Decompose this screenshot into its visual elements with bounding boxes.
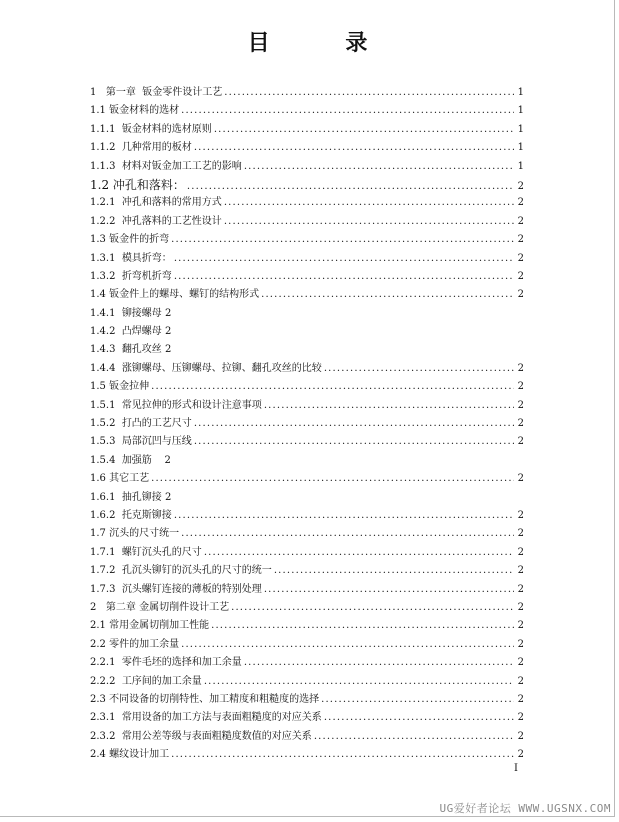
page-title: 目 录 [247, 31, 402, 56]
toc-dot-leader [174, 268, 514, 286]
toc-entry[interactable] [90, 489, 524, 507]
toc-entry[interactable] [90, 415, 524, 433]
toc-dot-leader [261, 286, 514, 304]
toc-entry[interactable] [90, 323, 524, 341]
toc-dot-leader [204, 544, 514, 562]
toc-entry[interactable] [90, 360, 524, 378]
toc-entry-page: 2 [517, 362, 524, 374]
toc-entry-number: 1.2.1 [90, 197, 122, 209]
toc-entry-page: 2 [517, 234, 524, 246]
toc-entry-page: 2 [517, 546, 524, 558]
toc-entry-number: 1.7 [90, 528, 110, 540]
toc-entry-page: 2 [517, 509, 524, 521]
page-border-right [614, 0, 615, 816]
toc-entry-number: 2.1 [90, 620, 110, 632]
toc-entry-number: 2.3 [90, 693, 110, 705]
toc-entry[interactable] [90, 286, 524, 304]
toc-entry-title: 钣金材料的选材 [109, 105, 180, 117]
toc-entry-number: 1.1.3 [90, 160, 122, 172]
toc-entry-title: 冲孔和落料： [112, 177, 185, 192]
toc-entry-page: 2 [517, 197, 524, 209]
toc-entry-number: 1.2 [90, 177, 113, 192]
toc-entry-title: 沉头螺钉连接的薄板的特别处理 [121, 583, 262, 595]
toc-entry-page: 2 [517, 289, 524, 301]
toc-entry[interactable] [90, 378, 524, 396]
toc-entry-page: 2 [517, 693, 524, 705]
toc-entry-page: 2 [517, 473, 524, 485]
toc-entry-title: 涨铆螺母、压铆螺母、拉铆、翻孔攻丝的比较 [121, 362, 322, 374]
toc-entry-number: 2 [90, 601, 106, 613]
toc-entry-page: 1 [517, 142, 524, 154]
toc-dot-leader [194, 433, 514, 451]
toc-entry-title: 常用公差等级与表面粗糙度数值的对应关系 [121, 730, 312, 742]
toc-entry-title: 冲孔和落料的常用方式 [121, 197, 222, 209]
toc-entry-number: 1.4.4 [90, 362, 122, 374]
toc-entry-title: 孔沉头铆钉的沉头孔的尺寸的统一 [121, 565, 272, 577]
toc-entry-page: 2 [517, 657, 524, 669]
toc-entry[interactable] [90, 139, 524, 157]
toc-entry-number: 2.2.2 [90, 675, 122, 687]
toc-entry[interactable] [90, 581, 524, 599]
toc-dot-leader [151, 378, 514, 396]
page-border-bottom [0, 816, 615, 817]
toc-entry-number: 1.4.1 [90, 307, 122, 319]
toc-dot-leader [321, 691, 514, 709]
toc-entry[interactable] [90, 562, 524, 580]
toc-entry[interactable] [90, 452, 524, 470]
toc-dot-leader [244, 158, 514, 176]
toc-entry-title: 常用金属切削加工性能 [109, 620, 210, 632]
toc-entry-page: 1 [517, 87, 524, 98]
toc-entry-title: 第二章 金属切削件设计工艺 [105, 601, 230, 613]
toc-entry[interactable] [90, 544, 524, 562]
toc-entry[interactable] [90, 231, 524, 249]
toc-entry-page: 2 [517, 675, 524, 687]
toc-entry[interactable] [90, 250, 524, 268]
toc-entry-number: 1.1.2 [90, 142, 122, 154]
watermark: UG爱好者论坛 WWW.UGSNX.COM [439, 802, 611, 815]
toc-entry-page: 2 [517, 436, 524, 448]
toc-entry-title: 局部沉凹与压线 [121, 436, 192, 448]
toc-entry[interactable] [90, 617, 524, 635]
toc-entry[interactable] [90, 746, 524, 764]
toc-dot-leader [224, 213, 514, 231]
toc-entry[interactable] [90, 213, 524, 231]
toc-entry-title: 沉头的尺寸统一 [109, 528, 180, 540]
toc-entry-number: 1.7.1 [90, 546, 122, 558]
toc-dot-leader [324, 360, 514, 378]
toc-dot-leader [324, 709, 514, 727]
toc-entry-number: 2.4 [90, 749, 110, 761]
toc-entry[interactable] [90, 84, 524, 102]
toc-entry-page: 2 [517, 712, 524, 724]
toc-entry-page: 2 [517, 730, 524, 742]
toc-entry[interactable] [90, 305, 524, 323]
toc-dot-leader [194, 415, 514, 433]
toc-entry-number: 1.2.2 [90, 215, 122, 227]
toc-dot-leader [181, 525, 514, 543]
toc-entry-number: 1.1 [90, 105, 110, 117]
toc-entry[interactable] [90, 102, 524, 120]
toc-entry-title: 零件毛坯的选择和加工余量 [121, 657, 242, 669]
toc-entry[interactable] [90, 194, 524, 212]
table-of-contents [90, 84, 524, 764]
toc-entry-number: 1.3 [90, 234, 110, 246]
toc-entry-page: 2 [517, 252, 524, 264]
toc-entry-title: 加强筋 2 [121, 454, 171, 466]
toc-entry-number: 1.7.2 [90, 565, 122, 577]
toc-entry[interactable] [90, 691, 524, 709]
toc-entry-title: 材料对钣金加工工艺的影响 [121, 160, 242, 172]
toc-dot-leader [194, 139, 514, 157]
toc-entry-page: 2 [517, 418, 524, 430]
toc-entry-number: 1.5.2 [90, 418, 122, 430]
toc-dot-leader [214, 121, 514, 139]
toc-entry-title: 常见拉伸的形式和设计注意事项 [121, 399, 262, 411]
toc-entry-title: 冲孔落料的工艺性设计 [121, 215, 222, 227]
toc-entry-page: 2 [517, 583, 524, 595]
toc-dot-leader [171, 231, 514, 249]
toc-entry-number: 1.5.4 [90, 454, 122, 466]
toc-entry-title: 第一章 钣金零件设计工艺 [105, 87, 223, 98]
toc-entry[interactable] [90, 709, 524, 727]
toc-entry-number: 1.5.1 [90, 399, 122, 411]
toc-entry[interactable] [90, 470, 524, 488]
toc-entry-page: 2 [517, 399, 524, 411]
toc-entry[interactable] [90, 121, 524, 139]
toc-entry[interactable] [90, 176, 524, 194]
toc-entry-title: 其它工艺 [109, 473, 150, 485]
toc-dot-leader [204, 673, 514, 691]
toc-entry-number: 1.4 [90, 289, 110, 301]
toc-entry[interactable] [90, 636, 524, 654]
toc-entry-page: 2 [517, 270, 524, 282]
toc-entry-number: 1.6.1 [90, 491, 122, 503]
toc-dot-leader [224, 84, 514, 102]
toc-dot-leader [211, 617, 514, 635]
toc-entry-page: 2 [517, 180, 524, 192]
toc-entry-page: 2 [517, 528, 524, 540]
toc-dot-leader [151, 470, 514, 488]
toc-entry-number: 2.2.1 [90, 657, 122, 669]
toc-entry[interactable] [90, 728, 524, 746]
toc-entry[interactable] [90, 673, 524, 691]
toc-entry-title: 钣金件上的螺母、螺钉的结构形式 [109, 289, 260, 301]
toc-entry-title: 凸焊螺母 2 [121, 326, 172, 338]
toc-entry[interactable] [90, 397, 524, 415]
toc-entry-page: 2 [517, 638, 524, 650]
toc-entry-number: 1.6 [90, 473, 110, 485]
toc-dot-leader [314, 728, 514, 746]
toc-entry-number: 1.5 [90, 381, 110, 393]
toc-entry[interactable] [90, 599, 524, 617]
toc-entry-number: 2.3.1 [90, 712, 122, 724]
toc-entry[interactable] [90, 525, 524, 543]
toc-entry-number: 1.1.1 [90, 123, 122, 135]
toc-entry-number: 1.7.3 [90, 583, 122, 595]
toc-entry-title: 折弯机折弯 [121, 270, 172, 282]
toc-entry-page: 1 [517, 123, 524, 135]
toc-entry-title: 工序间的加工余量 [121, 675, 202, 687]
toc-entry[interactable] [90, 433, 524, 451]
toc-entry-number: 1.3.2 [90, 270, 122, 282]
toc-entry-number: 1.3.1 [90, 252, 122, 264]
toc-entry-page: 2 [517, 381, 524, 393]
toc-entry-title: 钣金拉伸 [109, 381, 150, 393]
toc-dot-leader [181, 102, 514, 120]
toc-entry[interactable] [90, 268, 524, 286]
toc-entry-title: 螺纹设计加工 [109, 749, 170, 761]
toc-entry-page: 2 [517, 601, 524, 613]
toc-entry-title: 打凸的工艺尺寸 [121, 418, 192, 430]
toc-entry-page: 2 [517, 749, 524, 761]
toc-dot-leader [231, 599, 514, 617]
toc-entry-number: 1.4.3 [90, 344, 122, 356]
toc-entry-page: 2 [517, 620, 524, 632]
toc-entry-title: 钣金材料的选材原则 [121, 123, 212, 135]
toc-entry-title: 铆接螺母 2 [121, 307, 172, 319]
toc-dot-leader [171, 746, 514, 764]
toc-entry-page: 1 [517, 160, 524, 172]
toc-dot-leader [244, 654, 514, 672]
toc-entry-title: 托克斯铆接 [121, 509, 172, 521]
toc-entry-page: 2 [517, 215, 524, 227]
toc-entry-number: 1 [90, 87, 106, 98]
toc-dot-leader [264, 581, 514, 599]
toc-entry-title: 翻孔攻丝 2 [121, 344, 172, 356]
toc-entry-title: 几种常用的板材 [121, 142, 192, 154]
toc-entry-page: 2 [517, 565, 524, 577]
toc-entry-title: 钣金件的折弯 [109, 234, 170, 246]
toc-dot-leader [264, 397, 514, 415]
toc-entry-number: 1.5.3 [90, 436, 122, 448]
toc-entry[interactable] [90, 654, 524, 672]
toc-dot-leader [174, 250, 514, 268]
toc-entry-title: 零件的加工余量 [109, 638, 180, 650]
toc-dot-leader [174, 507, 514, 525]
toc-entry-page: 1 [517, 105, 524, 117]
toc-entry[interactable] [90, 507, 524, 525]
toc-entry-title: 抽孔铆接 2 [121, 491, 172, 503]
toc-entry[interactable] [90, 341, 524, 359]
toc-entry[interactable] [90, 158, 524, 176]
toc-entry-number: 2.3.2 [90, 730, 122, 742]
toc-dot-leader [274, 562, 514, 580]
toc-entry-title: 模具折弯： [121, 252, 172, 264]
toc-dot-leader [224, 194, 514, 212]
toc-dot-leader [181, 636, 514, 654]
toc-entry-number: 1.6.2 [90, 509, 122, 521]
toc-entry-number: 2.2 [90, 638, 110, 650]
toc-entry-number: 1.4.2 [90, 326, 122, 338]
toc-entry-title: 不同设备的切削特性、加工精度和粗糙度的选择 [109, 693, 320, 705]
toc-entry-title: 螺钉沉头孔的尺寸 [121, 546, 202, 558]
footer-page-number: I [514, 763, 518, 774]
toc-entry-title: 常用设备的加工方法与表面粗糙度的对应关系 [121, 712, 322, 724]
